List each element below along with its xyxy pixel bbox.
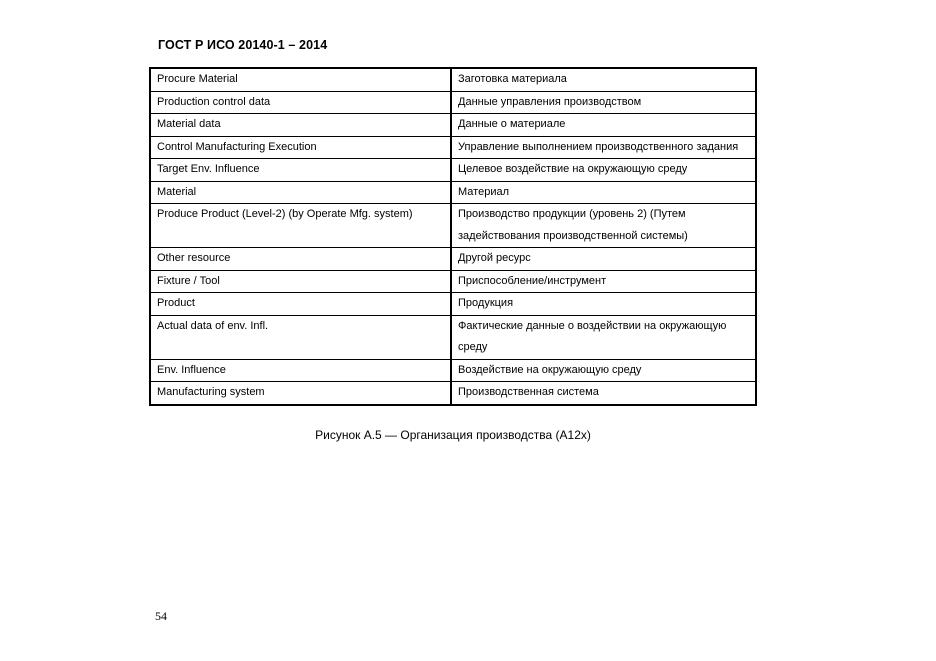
term-ru: Целевое воздействие на окружающую среду [451,159,756,182]
term-ru: Управление выполнением производственного задания [451,136,756,159]
term-ru: Продукция [451,293,756,316]
term-table [149,67,757,406]
term-ru: Заготовка материала [451,68,756,91]
term-en: Other resource [150,248,451,271]
term-ru: Данные управления производством [451,91,756,114]
term-en: Procure Material [150,68,451,91]
term-en: Control Manufacturing Execution [150,136,451,159]
term-ru: Другой ресурс [451,248,756,271]
term-ru: Материал [451,181,756,204]
term-en: Material [150,181,451,204]
table-row [150,248,756,271]
term-en: Target Env. Influence [150,159,451,182]
term-ru: Воздействие на окружающую среду [451,359,756,382]
term-en: Fixture / Tool [150,270,451,293]
table-row [150,382,756,405]
term-en: Material data [150,114,451,137]
figure-caption: Рисунок А.5 — Организация производства (А12х) [315,428,591,442]
table-row [150,181,756,204]
table-row [150,315,756,359]
table-row [150,114,756,137]
table-row [150,136,756,159]
term-ru: Фактические данные о воздействии на окружающую среду [451,315,756,359]
table-row [150,293,756,316]
term-en: Produce Product (Level-2) (by Operate Mfg. system) [150,204,451,248]
term-ru: Приспособление/инструмент [451,270,756,293]
table-row [150,270,756,293]
term-en: Manufacturing system [150,382,451,405]
table-row [150,359,756,382]
term-en: Env. Influence [150,359,451,382]
term-ru: Производственная система [451,382,756,405]
table-row [150,68,756,91]
table-row [150,159,756,182]
term-ru: Данные о материале [451,114,756,137]
table-row [150,91,756,114]
table-row [150,204,756,248]
page-number: 54 [155,609,167,623]
term-ru: Производство продукции (уровень 2) (Путем задействования производственной системы) [451,204,756,248]
term-en: Actual data of env. Infl. [150,315,451,359]
term-en: Production control data [150,91,451,114]
document-header: ГОСТ Р ИСО 20140-1 – 2014 [158,38,328,52]
term-en: Product [150,293,451,316]
